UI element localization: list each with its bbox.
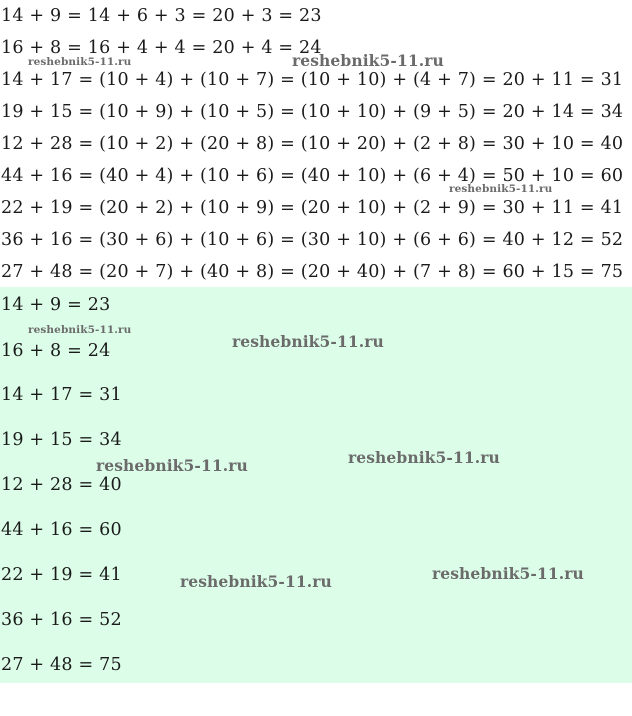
- calculation-line: 22 + 19 = (20 + 2) + (10 + 9) = (20 + 10) + (2 + 9) = 30 + 11 = 41: [1, 198, 624, 218]
- answer-line: 36 + 16 = 52: [1, 610, 122, 630]
- watermark: reshebnik5-11.ru: [180, 572, 332, 591]
- watermark: reshebnik5-11.ru: [449, 183, 553, 195]
- calculation-line: 14 + 9 = 14 + 6 + 3 = 20 + 3 = 23: [1, 6, 322, 26]
- calculation-line: 36 + 16 = (30 + 6) + (10 + 6) = (30 + 10) + (6 + 6) = 40 + 12 = 52: [1, 230, 624, 250]
- answer-line: 44 + 16 = 60: [1, 520, 122, 540]
- watermark: reshebnik5-11.ru: [348, 448, 500, 467]
- calculation-line: 14 + 17 = (10 + 4) + (10 + 7) = (10 + 10) + (4 + 7) = 20 + 11 = 31: [1, 70, 624, 90]
- calculation-line: 19 + 15 = (10 + 9) + (10 + 5) = (10 + 10) + (9 + 5) = 20 + 14 = 34: [1, 102, 624, 122]
- calculation-line: 27 + 48 = (20 + 7) + (40 + 8) = (20 + 40) + (7 + 8) = 60 + 15 = 75: [1, 262, 624, 282]
- answer-line: 12 + 28 = 40: [1, 475, 122, 495]
- answer-line: 14 + 9 = 23: [1, 295, 111, 315]
- calculation-line: 16 + 8 = 16 + 4 + 4 = 20 + 4 = 24: [1, 38, 322, 58]
- watermark: reshebnik5-11.ru: [28, 324, 132, 336]
- answer-line: 19 + 15 = 34: [1, 430, 122, 450]
- answer-line: 16 + 8 = 24: [1, 341, 111, 361]
- watermark: reshebnik5-11.ru: [28, 56, 132, 68]
- calculation-line: 44 + 16 = (40 + 4) + (10 + 6) = (40 + 10) + (6 + 4) = 50 + 10 = 60: [1, 166, 624, 186]
- watermark: reshebnik5-11.ru: [432, 564, 584, 583]
- answer-line: 14 + 17 = 31: [1, 385, 122, 405]
- watermark: reshebnik5-11.ru: [232, 332, 384, 351]
- watermark: reshebnik5-11.ru: [96, 456, 248, 475]
- watermark: reshebnik5-11.ru: [292, 51, 444, 70]
- answer-line: 27 + 48 = 75: [1, 655, 122, 675]
- answer-line: 22 + 19 = 41: [1, 565, 122, 585]
- calculation-line: 12 + 28 = (10 + 2) + (20 + 8) = (10 + 20) + (2 + 8) = 30 + 10 = 40: [1, 134, 624, 154]
